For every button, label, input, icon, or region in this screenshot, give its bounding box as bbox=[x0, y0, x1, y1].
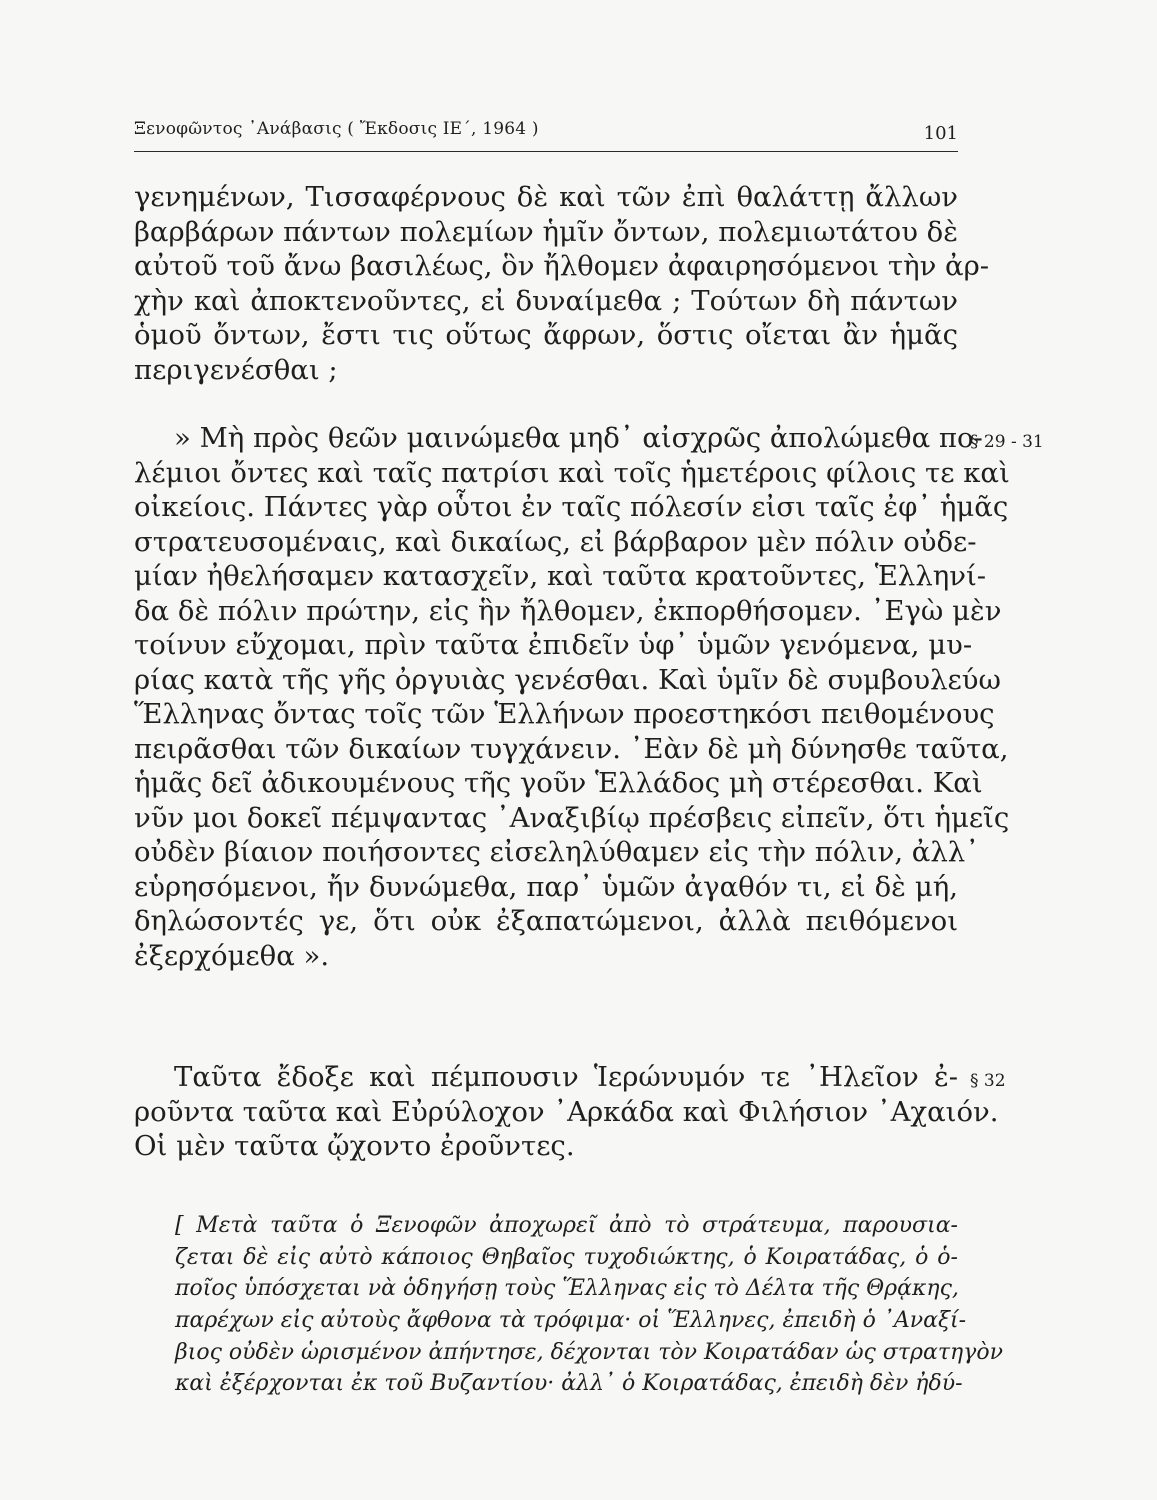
text-line: τοίνυν εὔχομαι, πρὶν ταῦτα ἐπιδεῖν ὑφ᾽ ὑμῶν γενόμενα, μυ- bbox=[134, 629, 973, 661]
summary-line: βιος οὐδὲν ὡρισμένον ἀπήντησε, δέχονται τὸν Κοιρατάδαν ὡς στρατηγὸν bbox=[175, 1339, 1003, 1365]
text-line: οὐδὲν βίαιον ποιήσοντες εἰσεληλύθαμεν εἰς τὴν πόλιν, ἀλλ᾽ bbox=[134, 836, 979, 868]
running-header bbox=[134, 117, 958, 152]
text-line: αὐτοῦ τοῦ ἄνω βασιλέως, ὃν ἤλθομεν ἀφαιρησόμενοι τὴν ἀρ- bbox=[134, 250, 990, 282]
text-line: βαρβάρων πάντων πολεμίων ἡμῖν ὄντων, πολεμιωτάτου δὲ bbox=[134, 215, 958, 248]
text-line: ὁμοῦ ὄντων, ἔστι τις οὕτως ἄφρων, ὅστις οἴεται ἂν ἡμᾶς bbox=[134, 319, 958, 351]
summary-line: καὶ ἐξέρχονται ἐκ τοῦ Βυζαντίου· ἀλλ᾽ ὁ Κοιρατάδας, ἐπειδὴ δὲν ἠδύ- bbox=[175, 1371, 963, 1397]
text-line: Ταῦτα ἔδοξε καὶ πέμπουσιν Ἱερώνυμόν τε ᾽Ηλεῖον ἐ- bbox=[174, 1061, 958, 1093]
page-number: 101 bbox=[923, 123, 958, 144]
text-line: ἐξερχόμεθα ». bbox=[134, 939, 330, 972]
text-line: ἡμᾶς δεῖ ἀδικουμένους τῆς γοῦν Ἑλλάδος μὴ στέρεσθαι. Καὶ bbox=[134, 767, 983, 799]
text-line: οἰκείοις. Πάντες γὰρ οὗτοι ἐν ταῖς πόλεσίν εἰσι ταῖς ἐφ᾽ ἡμᾶς bbox=[134, 491, 1009, 523]
italic-summary bbox=[175, 1210, 1003, 1400]
text-line: Ἕλληνας ὄντας τοῖς τῶν Ἑλλήνων προεστηκόσι πειθομένους bbox=[134, 698, 995, 730]
text-line: λέμιοι ὄντες καὶ ταῖς πατρίσι καὶ τοῖς ἡμετέροις φίλοις τε καὶ bbox=[134, 456, 1010, 489]
header-title: Ξενοφῶντος ᾽Ανάβασις ( Ἔκδοσις ΙΕ΄, 1964 ) bbox=[134, 119, 539, 139]
text-line: νῦν μοι δοκεῖ πέμψαντας ᾽Αναξιβίῳ πρέσβεις εἰπεῖν, ὅτι ἡμεῖς bbox=[134, 801, 1010, 834]
text-line: » Μὴ πρὸς θεῶν μαινώμεθα μηδ᾽ αἰσχρῶς ἀπολώμεθα πο- bbox=[174, 422, 983, 454]
margin-section-ref: § 32 bbox=[970, 1071, 1006, 1091]
text-line: πειρᾶσθαι τῶν δικαίων τυγχάνειν. ᾽Εὰν δὲ μὴ δύνησθε ταῦτα, bbox=[134, 732, 1009, 765]
summary-line: [ Μετὰ ταῦτα ὁ Ξενοφῶν ἀποχωρεῖ ἀπὸ τὸ στράτευμα, παρουσια- bbox=[175, 1213, 958, 1238]
summary-line: ζεται δὲ εἰς αὐτὸ κάποιος Θηβαῖος τυχοδιώκτης, ὁ Κοιρατάδας, ὁ ὁ- bbox=[175, 1244, 958, 1270]
text-line: στρατευσομέναις, καὶ δικαίως, εἰ βάρβαρον μὲν πόλιν οὐδε- bbox=[134, 525, 977, 558]
text-line: ροῦντα ταῦτα καὶ Εὐρύλοχον ᾽Αρκάδα καὶ Φιλήσιον ᾽Αχαιόν. bbox=[134, 1095, 999, 1128]
text-line: περιγενέσθαι ; bbox=[134, 353, 338, 386]
text-line: χὴν καὶ ἀποκτενοῦντες, εἰ δυναίμεθα ; Τούτων δὴ πάντων bbox=[134, 284, 958, 317]
text-line: ρίας κατὰ τῆς γῆς ὀργυιὰς γενέσθαι. Καὶ ὑμῖν δὲ συμβουλεύω bbox=[134, 663, 1001, 696]
text-line: γενημένων, Τισσαφέρνους δὲ καὶ τῶν ἐπὶ θαλάττῃ ἄλλων bbox=[134, 181, 958, 213]
text-line: εὑρησόμενοι, ἤν δυνώμεθα, παρ᾽ ὑμῶν ἀγαθόν τι, εἰ δὲ μή, bbox=[134, 870, 958, 903]
text-line: μίαν ἠθελήσαμεν κατασχεῖν, καὶ ταῦτα κρατοῦντες, Ἑλληνί- bbox=[134, 560, 987, 592]
text-line: Οἱ μὲν ταῦτα ᾤχοντο ἐροῦντες. bbox=[134, 1130, 575, 1162]
summary-line: ποῖος ὑπόσχεται νὰ ὁδηγήσῃ τοὺς Ἕλληνας εἰς τὸ Δέλτα τῆς Θρᾴκης, bbox=[175, 1276, 959, 1302]
text-line: δα δὲ πόλιν πρώτην, εἰς ἣν ἤλθομεν, ἐκπορθήσομεν. ᾽Εγὼ μὲν bbox=[134, 594, 1002, 627]
summary-line: παρέχων εἰς αὐτοὺς ἄφθονα τὰ τρόφιμα· οἱ Ἕλληνες, ἐπειδὴ ὁ ᾽Αναξί- bbox=[175, 1308, 967, 1334]
paragraph-1 bbox=[134, 180, 990, 387]
text-line: δηλώσοντές γε, ὅτι οὐκ ἐξαπατώμενοι, ἀλλὰ πειθόμενοι bbox=[134, 905, 958, 937]
margin-section-ref: § 29 - 31 bbox=[970, 432, 1044, 452]
